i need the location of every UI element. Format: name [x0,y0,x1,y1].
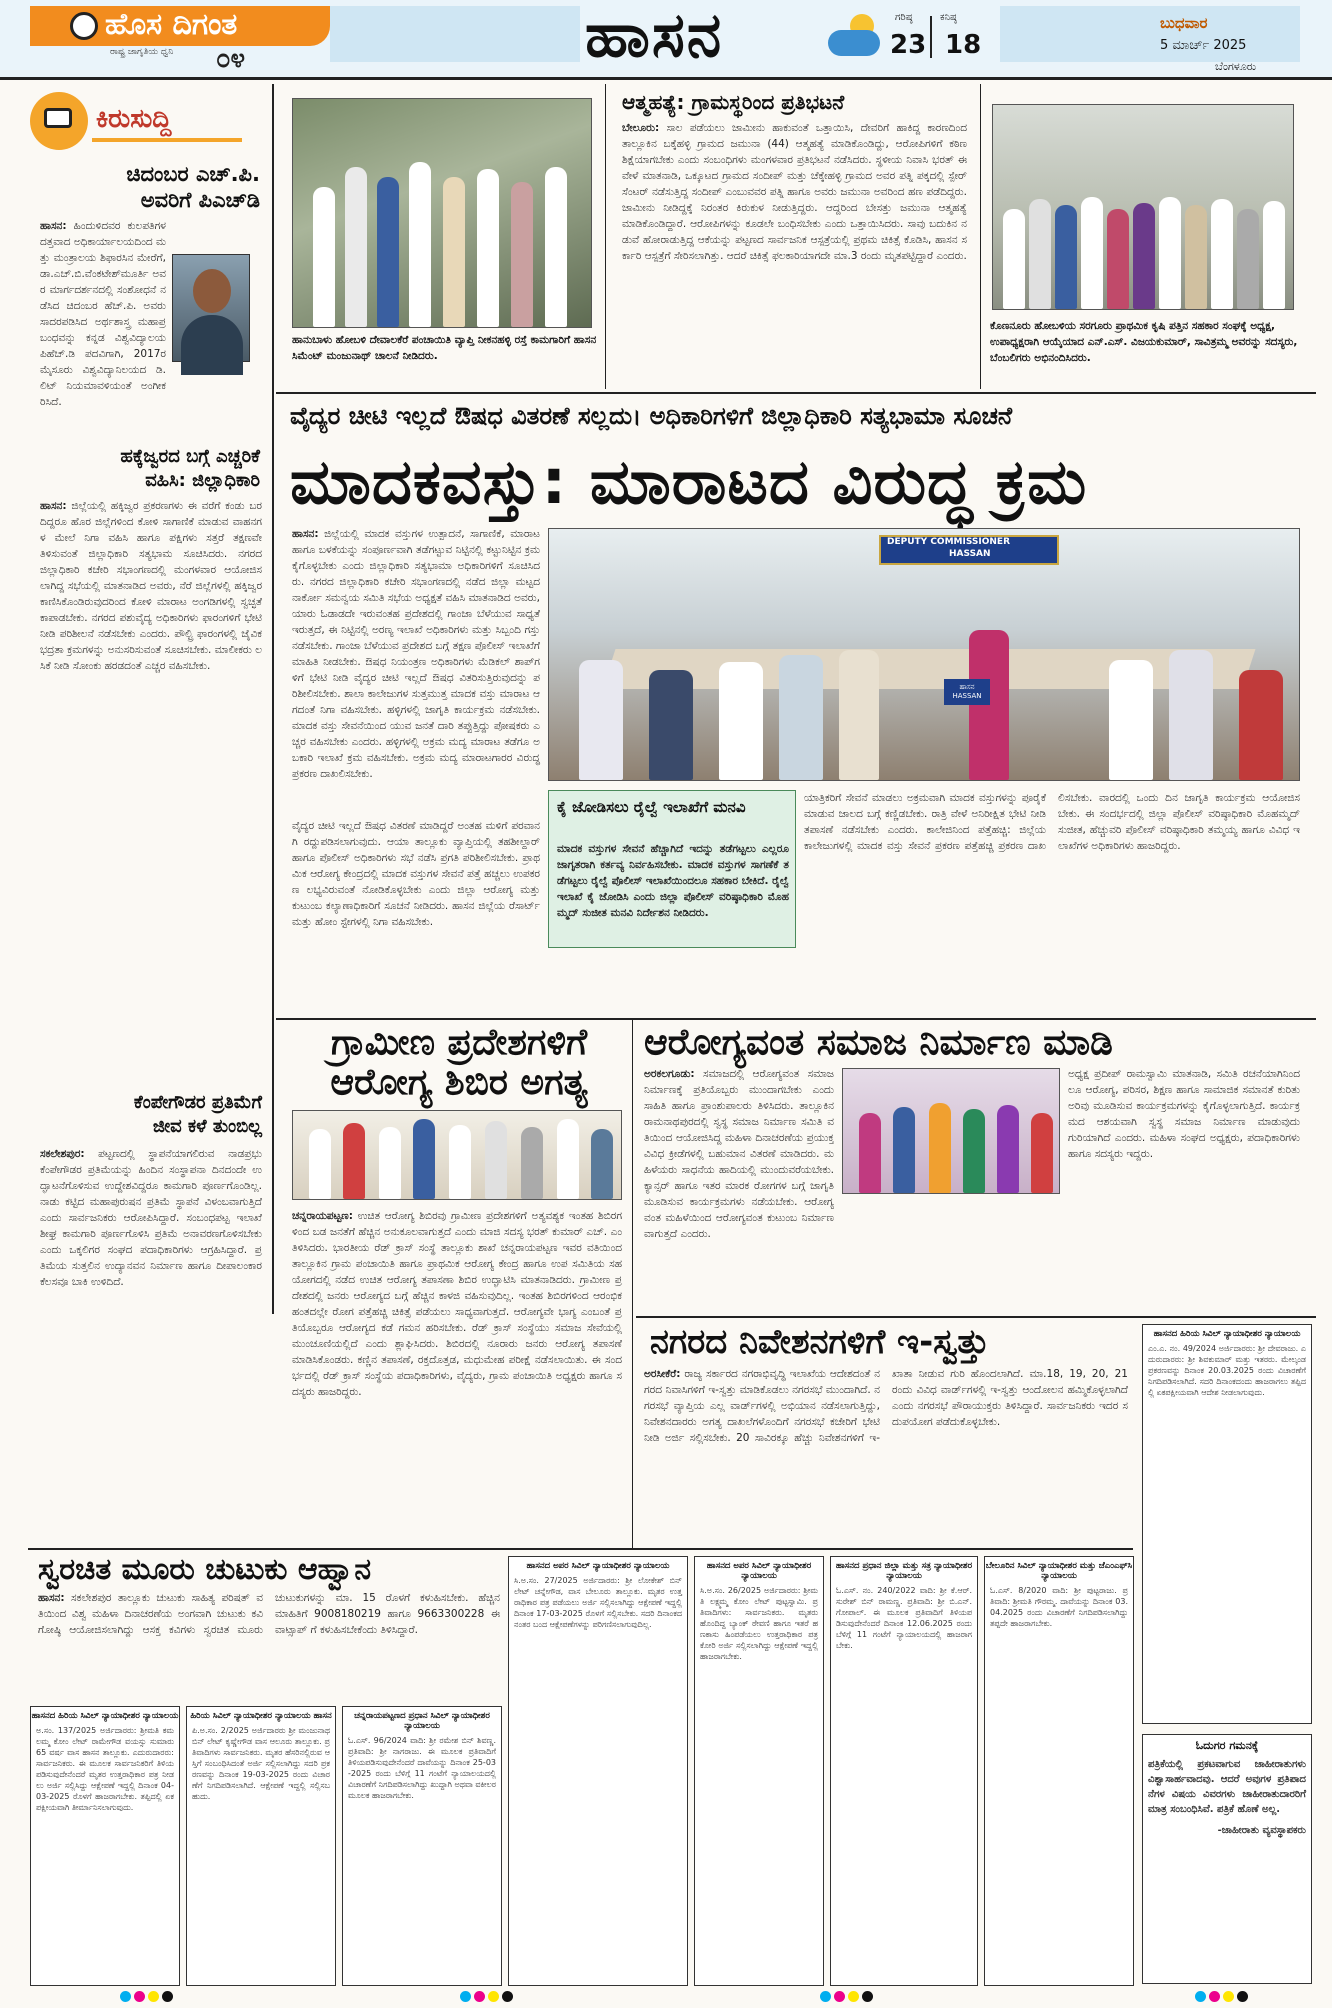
narco-meeting-photo [548,528,1300,781]
healthy-society-headline: ಆರೋಗ್ಯವಂತ ಸಮಾಜ ನಿರ್ಮಾಣ ಮಾಡಿ [644,1022,1113,1063]
health-camp-body [292,1208,622,1543]
healthy-society-body-right: ಅಧ್ಯಕ್ಷ ಪ್ರದೀಪ್ ರಾಮಸ್ವಾಮಿ ಮಾತನಾಡಿ, ಸಮಿತಿ ರಚನೆಯಾಗಿನಿಂದಲೂ ಆರೋಗ್ಯ, ಪರಿಸರ, ಶಿಕ್ಷಣ ಹಾಗೂ ಸಾಮಾಜಿಕ ಸಮಾನತೆ ಕುರಿತು ಅರಿವು ಮೂಡಿಸುವ ಕಾರ್ಯಕ್ರಮಗಳನ್ನು ಕೈಗೊಳ್ಳಲಾಗುತ್ತಿದೆ. ಕಾರ್ಯಕ್ರಮದ ಆಶಯವಾಗಿ ಸ್ವಸ್ಥ ಸಮಾಜ ನಿರ್ಮಾಣ ಮಾಡುವುದು ಗುರಿಯಾಗಿದೆ ಎಂದರು. ಮಹಿಳಾ ಸಂಘದ ಅಧ್ಯಕ್ಷರು, ಪದಾಧಿಕಾರಿಗಳು ಹಾಗೂ ಸದಸ್ಯರು ಇದ್ದರು. [1068,1068,1300,1160]
reg-dot [1237,1991,1248,2002]
protest-body-text: ಸಾಲ ಪಡೆಯಲು ಜಾಮೀನು ಹಾಕುವಂತೆ ಒತ್ತಾಯಿಸಿ, ದೇವರಿಗೆ ಹಾಕಿದ್ದ ಕಾರಣದಿಂದ ತಾಲ್ಲೂಕಿನ ಬಕ್ಕೆಹಳ್ಳಿ ಗ್ರಾಮದ ಜಮುನಾ (44) ಆತ್ಮಹತ್ಯೆ ಮಾಡಿಕೊಂಡಿದ್ದು, ಆರೋಪಿಗಳಿಗೆ ಕಠಿಣ ಶಿಕ್ಷೆಯಾಗಬೇಕು ಎಂದು ಸಂಬಂಧಿಗಳು ಮಂಗಳವಾರ ಪ್ರತಿಭಟನೆ ನಡೆಸಿದರು. ಸ್ಥಳೀಯ ನಿವಾಸಿ ಭರತ್ ಈ ವೇಳೆ ಮಾತನಾಡಿ, ಒಕ್ಕೂಟದ ಗ್ರಾಮದ ಸಂದೀಪ್ ಮತ್ತು ಚೆಕ್ಕೇಹಳ್ಳಿ ಗ್ರಾಮದ ಅವರ ಪತ್ನಿ ಪಕ್ಕದಲ್ಲಿ ಸ್ಪೇರ್ ಸೆಂಟರ್ ನಡೆಸುತ್ತಿದ್ದ ಸಂದೀಪ್ ಎಂಬುವವರ ಪತ್ನಿ ಹಾಗೂ ಅವರು ಜಮುನಾ ಅವರಿಂದ ಹಣ ಪಡೆದಿದ್ದರು. ಜಾಮೀನು ನೀಡಿದ್ದಕ್ಕೆ ನಿರಂತರ ಕಿರುಕುಳ ನೀಡುತ್ತಿದ್ದರು. ಆದ್ದರಿಂದ ಬೇಸತ್ತು ಜಮುನಾ ಆತ್ಮಹತ್ಯೆ ಮಾಡಿಕೊಂಡಿದ್ದಾರೆ. ಆರೋಪಿಗಳನ್ನು ಕೂಡಲೇ ಬಂಧಿಸಬೇಕು ಎಂದು ಒತ್ತಾಯಿಸಿದರು. ಸಾವು ಬದುಕಿನ ನಡುವೆ ಹೋರಾಡುತ್ತಿದ್ದ ಆಕೆಯನ್ನು ಪಟ್ಟಣದ ಸಾರ್ವಜನಿಕ ಆಸ್ಪತ್ರೆಯಲ್ಲಿ ಪ್ರಥಮ ಚಿಕಿತ್ಸೆ ಕೊಡಿಸಿ, ಹಾಸನ ಸರ್ಕಾರಿ ಆಸ್ಪತ್ರೆಗೆ ಸೇರಿಸಲಾಗಿತ್ತು. ಆದರೆ ಚಿಕಿತ್ಸೆ ಫಲಕಾರಿಯಾಗದೇ ಮಾ.3 ರಂದು ಮೃತಪಟ್ಟಿದ್ದಾರೆ ಎಂದರು. [622,122,967,262]
lead-headline: ಮಾದಕವಸ್ತು: ಮಾರಾಟದ ವಿರುದ್ಧ ಕ್ರಮ [290,445,1088,518]
brief1-body-cont [40,370,260,430]
womens-day-photo [842,1068,1060,1194]
paper-name: ಹೊಸ ದಿಗಂತ [105,7,238,42]
date-block-band [1000,6,1300,62]
protest-body [622,120,967,385]
railway-box-body: ಮಾದಕ ವಸ್ತುಗಳ ಸೇವನೆ ಹೆಚ್ಚಾಗಿದೆ ಇದನ್ನು ತಡೆಗಟ್ಟಲು ಎಲ್ಲರೂ ಜಾಗೃತರಾಗಿ ಕರ್ತವ್ಯ ನಿರ್ವಹಿಸಬೇಕು. ಮಾದಕ ವಸ್ತುಗಳ ಸಾಗಣೆಕೆ ತಡೆಗಟ್ಟಲು ರೈಲ್ವೆ ಪೊಲೀಸ್ ಇಲಾಖೆಯಿಂದಲೂ ಸಹಕಾರ ಬೇಕಿದೆ. ರೈಲ್ವೆ ಇಲಾಖೆ ಕೈ ಜೋಡಿಸಿ ಎಂದು ಜಿಲ್ಲಾ ಪೊಲೀಸ್ ವರಿಷ್ಠಾಧಿಕಾರಿ ಮೊಹಮ್ಮದ್ ಸುಜೀತ ಮನವಿ ನಿರ್ದೇಶನ ನೀಡಿದರು. [557,843,789,919]
reg-dot [1209,1991,1220,2002]
rule-under-top [276,392,1316,394]
court-notice-7-title: ಹಾಸನದ ಹಿರಿಯ ಸಿವಿಲ್ ನ್ಯಾಯಾಧೀಶರ ನ್ಯಾಯಾಲಯ [1153,1329,1301,1339]
brief2-headline-2: ವಹಿಸಿ: ಜಿಲ್ಲಾಧಿಕಾರಿ [145,470,260,491]
contest-body [38,1590,500,1698]
weather-max: 23 [890,30,927,60]
court-notice-5-title: ಹಾಸನದ ಅಪರ ಸಿವಿಲ್ ನ್ಯಾಯಾಧೀಶರ ನ್ಯಾಯಾಲಯ [706,1561,812,1581]
contest-headline: ಸ್ವರಚಿತ ಮೂರು ಚುಟುಕು ಆಹ್ವಾನ [38,1552,372,1587]
weather-max-label: ಗರಿಷ್ಠ [895,12,913,23]
masthead [0,0,1332,80]
brief2-body-text: ಜಿಲ್ಲೆಯಲ್ಲಿ ಹಕ್ಕಿಜ್ವರ ಪ್ರಕರಣಗಳು ಈ ವರೆಗೆ ಕಂಡು ಬರದಿದ್ದರೂ ಹೊರ ಜಿಲ್ಲೆಗಳಿಂದ ಕೋಳಿ ಸಾಗಾಣಿಕೆ ಮಾಡುವ ವಾಹನಗಳ ಮೇಲೆ ನಿಗಾ ವಹಿಸಿ ಹಾಗೂ ಪಕ್ಷಿಗಳು ಸತ್ತರೆ ತಕ್ಷಣವೇ ತಿಳಿಸುವಂತೆ ಜಿಲ್ಲಾಧಿಕಾರಿ ಸತ್ಯಭಾಮ ಸೂಚಿಸಿದರು. ನಗರದ ಜಿಲ್ಲಾಧಿಕಾರಿ ಕಚೇರಿ ಸಭಾಂಗಣದಲ್ಲಿ ಮಂಗಳವಾರ ಆಯೋಜಿಸಲಾಗಿದ್ದ ಸಭೆಯಲ್ಲಿ ಮಾತನಾಡಿದ ಅವರು, ನೆರೆ ಜಿಲ್ಲೆಗಳಲ್ಲಿ ಹಕ್ಕಿಜ್ವರ ಕಾಣಿಸಿಕೊಂಡಿರುವುದರಿಂದ ಕೋಳಿ ಮಾರಾಟ ಅಂಗಡಿಗಳಲ್ಲಿ ಸ್ವಚ್ಛತೆ ಕಾಪಾಡಬೇಕು. ನಗರದ ಪಶುವೈದ್ಯ ಅಧಿಕಾರಿಗಳು ಫಾರಂಗಳಿಗೆ ಭೇಟಿ ನೀಡಿ ಪರಿಶೀಲನೆ ನಡೆಸಬೇಕು ಎಂದರು. ಪೌಲ್ಟ್ರಿ ಫಾರಂಗಳಲ್ಲಿ ಜೈವಿಕ ಭದ್ರತಾ ಕ್ರಮಗಳನ್ನು ಅನುಸರಿಸುವಂತೆ ಸೂಚಿಸಬೇಕು. ಮಾಲೀಕರು ಲಸಿಕೆ ನೀಡಿ ಸೋಂಕು ಹರಡದಂತೆ ಎಚ್ಚರ ವಹಿಸಬೇಕು. [40,500,262,672]
health-camp-body-text: ಉಚಿತ ಆರೋಗ್ಯ ಶಿಬಿರವು ಗ್ರಾಮೀಣ ಪ್ರದೇಶಗಳಿಗೆ ಅತ್ಯವಶ್ಯಕ ಇಂತಹ ಶಿಬಿರಗಳಿಂದ ಬಡ ಜನತೆಗೆ ಹೆಚ್ಚಿನ ಅನುಕೂಲವಾಗುತ್ತದೆ ಎಂದು ಮಾಜಿ ಸದಸ್ಯ ಭರತ್ ಕುಮಾರ್ ಎಚ್. ಎಂ ತಿಳಿಸಿದರು. ಭಾರತೀಯ ರೆಡ್ ಕ್ರಾಸ್ ಸಂಸ್ಥೆ ತಾಲ್ಲೂಕು ಶಾಖೆ ಚನ್ನರಾಯಪಟ್ಟಣ ಇವರ ವತಿಯಿಂದ ತಾಲ್ಲೂಕಿನ ಗ್ರಾಮ ಪಂಚಾಯಿತಿ ಹಾಗೂ ಪ್ರಾಥಮಿಕ ಆರೋಗ್ಯ ಕೇಂದ್ರ ಹಾಗೂ ಉಪ ಸಮಿತಿಯ ಸಹಯೋಗದಲ್ಲಿ ನಡೆದ ಉಚಿತ ಆರೋಗ್ಯ ತಪಾಸಣಾ ಶಿಬಿರ ಉದ್ಘಾಟಿಸಿ ಮಾತನಾಡಿದರು. ಗ್ರಾಮೀಣ ಪ್ರದೇಶದಲ್ಲಿ ಜನರು ಆರೋಗ್ಯದ ಬಗ್ಗೆ ಹೆಚ್ಚಿನ ಕಾಳಜಿ ವಹಿಸುವುದಿಲ್ಲ. ಇಂತಹ ಶಿಬಿರಗಳಿಂದ ಆರಂಭಿಕ ಹಂತದಲ್ಲೇ ರೋಗ ಪತ್ತೆಹಚ್ಚಿ ಚಿಕಿತ್ಸೆ ಪಡೆಯಲು ಸಾಧ್ಯವಾಗುತ್ತದೆ. ಆರೋಗ್ಯವೇ ಭಾಗ್ಯ ಎಂಬಂತೆ ಪ್ರತಿಯೊಬ್ಬರೂ ಆರೋಗ್ಯದ ಕಡೆ ಗಮನ ಹರಿಸಬೇಕು. ರೆಡ್ ಕ್ರಾಸ್ ಸಂಸ್ಥೆಯು ಸಮಾಜ ಸೇವೆಯಲ್ಲಿ ಮುಂಚೂಣಿಯಲ್ಲಿದೆ ಎಂದು ಶ್ಲಾಘಿಸಿದರು. ಶಿಬಿರದಲ್ಲಿ ನೂರಾರು ಜನರು ಆರೋಗ್ಯ ತಪಾಸಣೆ ಮಾಡಿಸಿಕೊಂಡರು. ಕಣ್ಣಿನ ತಪಾಸಣೆ, ರಕ್ತದೊತ್ತಡ, ಮಧುಮೇಹ ಪರೀಕ್ಷೆ ನಡೆಸಲಾಯಿತು. ಈ ಸಂದರ್ಭದಲ್ಲಿ ರೆಡ್ ಕ್ರಾಸ್ ಸಂಸ್ಥೆಯ ಪದಾಧಿಕಾರಿಗಳು, ವೈದ್ಯರು, ಗ್ರಾಮ ಪಂಚಾಯಿತಿ ಅಧ್ಯಕ್ಷರು ಹಾಗೂ ಸದಸ್ಯರು ಹಾಜರಿದ್ದರು. [292,1210,622,1398]
health-camp-photo [292,1110,622,1200]
registration-marks-left [120,1991,173,2002]
brief3-body-text: ಪಟ್ಟಣದಲ್ಲಿ ಸ್ಥಾಪನೆಯಾಗಲಿರುವ ನಾಡಪ್ರಭು ಕೆಂಪೇಗೌಡರ ಪ್ರತಿಮೆಯನ್ನು ಹಿಂದಿನ ಸಂಸ್ಥಾಪನಾ ದಿನದಂದೇ ಉದ್ಘಾಟನೆಗೊಳಿಸುವ ಉದ್ದೇಶವಿದ್ದರೂ ಕಾಮಗಾರಿ ಪೂರ್ಣಗೊಂಡಿಲ್ಲ. ನಾಡು ಕಟ್ಟಿದ ಮಹಾಪುರುಷನ ಪ್ರತಿಮೆ ಸ್ಥಾಪನೆ ವಿಳಂಬವಾಗುತ್ತಿದೆ ಎಂದು ಸಾರ್ವಜನಿಕರು ಆರೋಪಿಸಿದ್ದಾರೆ. ಸಂಬಂಧಪಟ್ಟ ಇಲಾಖೆ ಶೀಘ್ರ ಕಾಮಗಾರಿ ಪೂರ್ಣಗೊಳಿಸಿ ಪ್ರತಿಮೆ ಅನಾವರಣಗೊಳಿಸಬೇಕು ಎಂದು ಒಕ್ಕಲಿಗರ ಸಂಘದ ಪದಾಧಿಕಾರಿಗಳು ಆಗ್ರಹಿಸಿದ್ದಾರೆ. ಪ್ರತಿಮೆಯ ಸುತ್ತಲಿನ ಉದ್ಯಾನವನ ನಿರ್ಮಾಣ ಹಾಗೂ ದೀಪಾಲಂಕಾರ ಕೆಲಸವೂ ಬಾಕಿ ಉಳಿದಿದೆ. [40,1148,263,1288]
court-notice-1 [30,1706,180,1986]
reg-dot [488,1991,499,2002]
housing-dateline: ಅರಸೀಕೆರೆ: [644,1368,681,1380]
lead-body-text: ಜಿಲ್ಲೆಯಲ್ಲಿ ಮಾದಕ ವಸ್ತುಗಳ ಉತ್ಪಾದನೆ, ಸಾಗಾಣಿಕೆ, ಮಾರಾಟ ಹಾಗೂ ಬಳಕೆಯನ್ನು ಸಂಪೂರ್ಣವಾಗಿ ತಡೆಗಟ್ಟುವ ನಿಟ್ಟಿನಲ್ಲಿ ಕಟ್ಟುನಿಟ್ಟಿನ ಕ್ರಮ ಕೈಗೊಳ್ಳಬೇಕು ಎಂದು ಜಿಲ್ಲಾಧಿಕಾರಿ ಸತ್ಯಭಾಮಾ ಅಧಿಕಾರಿಗಳಿಗೆ ಸೂಚಿಸಿದರು. ನಗರದ ಜಿಲ್ಲಾಧಿಕಾರಿ ಕಚೇರಿ ಸಭಾಂಗಣದಲ್ಲಿ ನಡೆದ ಜಿಲ್ಲಾ ಮಟ್ಟದ ನಾರ್ಕೋ ಸಮನ್ವಯ ಸಮಿತಿ ಸಭೆಯ ಅಧ್ಯಕ್ಷತೆ ವಹಿಸಿ ಮಾತನಾಡಿದ ಅವರು, ಯಾರು ಓಡಾಡದೇ ಇರುವಂತಹ ಪ್ರದೇಶದಲ್ಲಿ ಗಾಂಜಾ ಬೆಳೆಯುವ ಸಾಧ್ಯತೆ ಇರುತ್ತದೆ, ಈ ನಿಟ್ಟಿನಲ್ಲಿ ಅರಣ್ಯ ಇಲಾಖೆ ಅಧಿಕಾರಿಗಳು ಮತ್ತು ಸಿಬ್ಬಂದಿ ಗಸ್ತು ನಡೆಸಬೇಕು. ಗಾಂಜಾ ಬೆಳೆಯುವ ಪ್ರದೇಶದ ಬಗ್ಗೆ ತಕ್ಷಣ ಪೊಲೀಸ್ ಇಲಾಖೆಗೆ ಮಾಹಿತಿ ನೀಡಬೇಕು. ಔಷಧ ನಿಯಂತ್ರಣ ಅಧಿಕಾರಿಗಳು ಮೆಡಿಕಲ್ ಶಾಪ್‌ಗಳಿಗೆ ಭೇಟಿ ನೀಡಿ ವೈದ್ಯರ ಚೀಟಿ ಇಲ್ಲದೆ ಔಷಧ ವಿತರಿಸುತ್ತಿರುವುದನ್ನು ಪರಿಶೀಲಿಸಬೇಕು. ಶಾಲಾ ಕಾಲೇಜುಗಳ ಸುತ್ತಮುತ್ತ ಮಾದಕ ವಸ್ತು ಮಾರಾಟ ಆಗದಂತೆ ನಿಗಾ ವಹಿಸಬೇಕು. ಹಳ್ಳಿಗಳಲ್ಲಿ ಜಾಗೃತಿ ಕಾರ್ಯಕ್ರಮ ನಡೆಸಬೇಕು. ಮಾದಕ ವಸ್ತು ಸೇವನೆಯಿಂದ ಯುವ ಜನತೆ ದಾರಿ ತಪ್ಪುತ್ತಿದ್ದು ಪೋಷಕರು ಎಚ್ಚರ ವಹಿಸಬೇಕು ಎಂದರು. ಹಳ್ಳಿಗಳಲ್ಲಿ ಅಕ್ರಮ ಮದ್ಯ ಮಾರಾಟ ತಡೆಗೂ ಅಬಕಾರಿ ಇಲಾಖೆ ಕ್ರಮ ವಹಿಸಬೇಕು. ಅಕ್ರಮ ಮದ್ಯ ಮಾರಾಟಗಾರರ ವಿರುದ್ಧ ಪ್ರಕರಣ ದಾಖಲಿಸಬೇಕು. [292,528,540,780]
column-rule-top-b [980,84,981,389]
lead-dateline: ಹಾಸನ: [292,528,319,540]
masthead-blue-band [330,6,580,62]
reg-dot [474,1991,485,2002]
court-notice-4 [508,1556,688,1986]
brief2-dateline: ಹಾಸನ: [40,500,67,512]
brief3-dateline: ಸಕಲೇಶಪುರ: [40,1148,85,1160]
brief3-headline-2: ಜೀವ ಕಳೆ ತುಂಬಿಲ್ಲ [152,1116,262,1137]
health-camp-dateline: ಚನ್ನರಾಯಪಟ್ಟಣ: [292,1210,353,1222]
court-notice-2-title: ಹಿರಿಯ ಸಿವಿಲ್ ನ್ಯಾಯಾಧೀಶರ ನ್ಯಾಯಾಲಯ ಹಾಸನ [190,1711,332,1721]
protest-headline: ಆತ್ಮಹತ್ಯೆ: ಗ್ರಾಮಸ್ಥರಿಂದ ಪ್ರತಿಭಟನೆ [622,90,845,114]
reg-dot [120,1991,131,2002]
court-notice-7-text: ಎಂ.ಎ. ನಂ. 49/2024 ಅರ್ಜಿದಾರರು: ಶ್ರೀ ದೇವರಾಜು. ಎದುರುದಾರರು: ಶ್ರೀ ಶಿವಕುಮಾರ್ ಮತ್ತು ಇತರರು. ಮೇಲ್ಕಂಡ ಪ್ರಕರಣವನ್ನು ದಿನಾಂಕ 20.03.2025 ರಂದು ವಿಚಾರಣೆಗೆ ನಿಗದಿಪಡಿಸಲಾಗಿದೆ. ಸದರಿ ದಿನಾಂಕದಂದು ಹಾಜರಾಗಲು ತಪ್ಪಿದಲ್ಲಿ ಏಕಪಕ್ಷೀಯವಾಗಿ ಆದೇಶ ನೀಡಲಾಗುವುದು. [1148,1344,1306,1397]
reg-dot [848,1991,859,2002]
weather-cloud-icon [828,14,888,58]
reg-dot [834,1991,845,2002]
railway-appeal-box [548,790,796,948]
road-work-photo [292,98,592,328]
briefs-logo-text: ಕಿರುಸುದ್ದಿ [96,104,172,134]
column-rule-mid [632,1020,633,1548]
court-notice-1-title: ಹಾಸನದ ಹಿರಿಯ ಸಿವಿಲ್ ನ್ಯಾಯಾಧೀಶರ ನ್ಯಾಯಾಲಯ [31,1711,179,1721]
cooperative-felicitation-photo [992,104,1294,310]
court-notice-8-title: ಬೇಲೂರಿನ ಸಿವಿಲ್ ನ್ಯಾಯಾಧೀಶರ ಮತ್ತು ಜೆಎಂಎಫ್‌ಸಿ ನ್ಯಾಯಾಲಯ [985,1561,1133,1581]
court-notice-4-title: ಹಾಸನದ ಅಪರ ಸಿವಿಲ್ ನ್ಯಾಯಾಧೀಶರ ನ್ಯಾಯಾಲಯ [526,1561,670,1571]
reader-notice [1142,1734,1312,1984]
brief1-body-text: ಹಿಂದುಳಿದವರ ಕುಲಪತಿಗಳ ದತ್ತವಾದ ಅಧಿಕಾರ್ಯಾಲಯದಿಂದ ಮತ್ತು ಮಂತ್ರಾಲಯ ಶಿಫಾರಸಿನ ಮೇರೆಗೆ, ಡಾ.ಎಚ್.ಬಿ.ವೆಂಕಟೇಶ್‌ಮೂರ್ತಿ ಅವರ ಮಾರ್ಗದರ್ಶನದಲ್ಲಿ ಸಂಶೋಧನೆ ನಡೆಸಿದ ಚಿದಂಬರ ಹೆಚ್.ಪಿ. ಅವರು ಸಾದರಪಡಿಸಿದ ಅರ್ಥಶಾಸ್ತ್ರ ಮಹಾಪ್ರಬಂಧವನ್ನು ಕನ್ನಡ ವಿಶ್ವವಿದ್ಯಾಲಯ ಪಿಹೆಚ್.ಡಿ ಪದವಿಗಾಗಿ, 2017ರ ಮೈಸೂರು ವಿಶ್ವವಿದ್ಯಾನಿಲಯದ ಡಿ.ಲಿಟ್ ನಿಯಮಾವಳಿಯಂತೆ ಅಂಗೀಕರಿಸಿದೆ. [40,220,166,408]
issue-date: 5 ಮಾರ್ಚ್ 2025 [1160,38,1247,53]
lead-kicker: ವೈದ್ಯರ ಚೀಟಿ ಇಲ್ಲದೆ ಔಷಧ ವಿತರಣೆ ಸಲ್ಲದು। ಅಧಿಕಾರಿಗಳಿಗೆ ಜಿಲ್ಲಾಧಿಕಾರಿ ಸತ್ಯಭಾಮಾ ಸೂಚನೆ [290,402,1013,430]
court-notice-2-text: ಪಿ.ಅ.ಸಂ. 2/2025 ಅರ್ಜಿದಾರರು ಶ್ರೀ ಮಂಜುನಾಥ ಬಿನ್ ಲೇಟ್ ಕೃಷ್ಣೇಗೌಡ ವಾಸ ಆಲೂರು ತಾಲ್ಲೂಕು. ಪ್ರತಿವಾದಿಗಳು ಸಾರ್ವಜನಿಕರು. ಮೃತರ ಹೆಸರಿನಲ್ಲಿರುವ ಆಸ್ತಿಗೆ ಸಂಬಂಧಿಸಿದಂತೆ ಅರ್ಜಿ ಸಲ್ಲಿಸಲಾಗಿದ್ದು ಸದರಿ ಪ್ರಕರಣವನ್ನು ದಿನಾಂಕ 19-03-2025 ರಂದು ವಿಚಾರಣೆಗೆ ನಿಗದಿಪಡಿಸಲಾಗಿದೆ. ಆಕ್ಷೇಪಣೆ ಇದ್ದಲ್ಲಿ ಸಲ್ಲಿಸಬಹುದು. [192,1726,330,1801]
housing-body-text: ರಾಜ್ಯ ಸರ್ಕಾರದ ನಗರಾಭಿವೃದ್ಧಿ ಇಲಾಖೆಯ ಆದೇಶದಂತೆ ನಗರದ ನಿವಾಸಿಗಳಿಗೆ ಇ-ಸ್ವತ್ತು ಮಾಡಿಕೊಡಲು ನಗರಸಭೆ ಮುಂದಾಗಿದೆ. ನಗರಸಭೆ ವ್ಯಾಪ್ತಿಯ ಎಲ್ಲ ವಾರ್ಡ್‌ಗಳಲ್ಲಿ ಅಭಿಯಾನ ನಡೆಸಲಾಗುತ್ತಿದ್ದು, ನಿವೇಶನದಾರರು ಅಗತ್ಯ ದಾಖಲೆಗಳೊಂದಿಗೆ ನಗರಸಭೆ ಕಚೇರಿಗೆ ಭೇಟಿ ನೀಡಿ ಅರ್ಜಿ ಸಲ್ಲಿಸಬೇಕು. 20 ಸಾವಿರಕ್ಕೂ ಹೆಚ್ಚು ನಿವೇಶನಗಳಿಗೆ ಇ-ಖಾತಾ ನೀಡುವ ಗುರಿ ಹೊಂದಲಾಗಿದೆ. ಮಾ.18, 19, 20, 21 ರಂದು ವಿವಿಧ ವಾರ್ಡ್‌ಗಳಲ್ಲಿ ಇ-ಸ್ವತ್ತು ಆಂದೋಲನ ಹಮ್ಮಿಕೊಳ್ಳಲಾಗಿದೆ ಎಂದು ನಗರಸಭೆ ಪೌರಾಯುಕ್ತರು ತಿಳಿಸಿದ್ದಾರೆ. ಸಾರ್ವಜನಿಕರು ಇದರ ಸದುಪಯೋಗ ಪಡೆದುಕೊಳ್ಳಬೇಕು. [644,1368,1128,1444]
reg-dot [862,1991,873,2002]
court-notice-4-text: ಸಿ.ಅ.ಸಂ. 27/2025 ಅರ್ಜಿದಾರರು: ಶ್ರೀ ಲೋಕೇಶ್ ಬಿನ್ ಲೇಟ್ ಚನ್ನೇಗೌಡ, ವಾಸ ಬೇಲೂರು ತಾಲ್ಲೂಕು. ಮೃತರ ಉತ್ತರಾಧಿಕಾರ ಪತ್ರ ಪಡೆಯಲು ಅರ್ಜಿ ಸಲ್ಲಿಸಲಾಗಿದ್ದು ಆಕ್ಷೇಪಣೆ ಇದ್ದಲ್ಲಿ ದಿನಾಂಕ 17-03-2025 ರೊಳಗೆ ಸಲ್ಲಿಸಬೇಕು. ಸದರಿ ದಿನಾಂಕದ ನಂತರ ಬಂದ ಆಕ್ಷೇಪಣೆಗಳನ್ನು ಪರಿಗಣಿಸಲಾಗುವುದಿಲ್ಲ. [514,1576,682,1629]
court-notice-3-text: ಓ.ಎಸ್. 96/2024 ವಾದಿ: ಶ್ರೀ ರಮೇಶ ಬಿನ್ ಶಿವಣ್ಣ. ಪ್ರತಿವಾದಿ: ಶ್ರೀ ನಾಗರಾಜು. ಈ ಮೂಲಕ ಪ್ರತಿವಾದಿಗೆ ತಿಳಿಯಪಡಿಸುವುದೇನೆಂದರೆ ದಾವೆಯನ್ನು ದಿನಾಂಕ 25-03-2025 ರಂದು ಬೆಳಿಗ್ಗೆ 11 ಗಂಟೆಗೆ ನ್ಯಾಯಾಲಯದಲ್ಲಿ ವಿಚಾರಣೆಗೆ ನಿಗದಿಪಡಿಸಲಾಗಿದ್ದು ಖುದ್ದಾಗಿ ಅಥವಾ ವಕೀಲರ ಮೂಲಕ ಹಾಜರಾಗಬೇಕು. [348,1736,496,1800]
court-notice-8-text: ಓ.ಎಸ್. 8/2020 ವಾದಿ: ಶ್ರೀ ಪುಟ್ಟರಾಜು. ಪ್ರತಿವಾದಿ: ಶ್ರೀಮತಿ ಗೌರಮ್ಮ. ದಾವೆಯನ್ನು ದಿನಾಂಕ 03.04.2025 ರಂದು ವಿಚಾರಣೆಗೆ ನಿಗದಿಪಡಿಸಲಾಗಿದ್ದು ತಪ್ಪದೇ ಹಾಜರಾಗಬೇಕು. [990,1586,1128,1628]
paper-logo-emblem [70,12,98,40]
reader-notice-text: ಪತ್ರಿಕೆಯಲ್ಲಿ ಪ್ರಕಟವಾಗುವ ಜಾಹೀರಾತುಗಳು ವಿಶ್ವಾಸಾರ್ಹವಾದವು. ಆದರೆ ಅವುಗಳ ಪ್ರತಿಪಾದನೆಗಳ ವಿಷಯ ವಿವರಗಳು ಜಾಹೀರಾತುದಾರರಿಗೆ ಮಾತ್ರ ಸಂಬಂಧಿಸಿವೆ. ಪತ್ರಿಕೆ ಹೊಣೆ ಅಲ್ಲ. [1148,1759,1306,1815]
brief3-body [40,1146,262,1306]
court-notice-2 [186,1706,336,1986]
reg-dot [820,1991,831,2002]
brief1-portrait [172,254,250,362]
reg-dot [162,1991,173,2002]
brief1-dateline: ಹಾಸನ: [40,220,67,232]
contest-body-text: ಸಕಲೇಶಪುರ ತಾಲ್ಲೂಕು ಚುಟುಕು ಸಾಹಿತ್ಯ ಪರಿಷತ್ ವತಿಯಿಂದ ವಿಶ್ವ ಮಹಿಳಾ ದಿನಾಚರಣೆಯ ಅಂಗವಾಗಿ ಚುಟುಕು ಕವಿ ಗೋಷ್ಠಿ ಆಯೋಜಿಸಲಾಗಿದ್ದು ಆಸಕ್ತ ಕವಿಗಳು ಸ್ವರಚಿತ ಮೂರು ಚುಟುಕುಗಳನ್ನು ಮಾ. 15 ರೊಳಗೆ ಕಳುಹಿಸಬೇಕು. ಹೆಚ್ಚಿನ ಮಾಹಿತಿಗೆ 9008180219 ಹಾಗೂ 9663300228 ಈ ವಾಟ್ಸಾಪ್ ಗೆ ಕಳುಹಿಸಬೇಕೆಂದು ತಿಳಿಸಿದ್ದಾರೆ. [38,1592,500,1636]
rule-under-health [28,1548,1133,1550]
cooperative-caption: ಕೊಣನೂರು ಹೋಬಳಿಯ ಸರಗೂರು ಪ್ರಾಥಮಿಕ ಕೃಷಿ ಪತ್ತಿನ ಸಹಕಾರ ಸಂಘಕ್ಕೆ ಅಧ್ಯಕ್ಷ, ಉಪಾಧ್ಯಕ್ಷರಾಗಿ ಆಯ್ಕೆಯಾದ ಎನ್.ಎಸ್. ವಿಜಯಕುಮಾರ್, ಸಾವಿತ್ರಮ್ಮ ಅವರನ್ನು ಸದಸ್ಯರು, ಬೆಂಬಲಿಗರು ಅಭಿನಂದಿಸಿದರು. [990,320,1298,364]
railway-box-headline: ಕೈ ಜೋಡಿಸಲು ರೈಲ್ವೆ ಇಲಾಖೆಗೆ ಮನವಿ [557,798,746,816]
weather-min-label: ಕನಿಷ್ಠ [940,12,957,23]
healthy-society-body-text: ಸಮಾಜದಲ್ಲಿ ಆರೋಗ್ಯವಂತ ಸಮಾಜ ನಿರ್ಮಾಣಕ್ಕೆ ಪ್ರತಿಯೊಬ್ಬರು ಮುಂದಾಗಬೇಕು ಎಂದು ಸಾಹಿತಿ ಹಾಗೂ ಪ್ರಾಂಶುಪಾಲರು ತಿಳಿಸಿದರು. ತಾಲ್ಲೂಕಿನ ರಾಮನಾಥಪುರದಲ್ಲಿ ಸ್ವಸ್ಥ ಸಮಾಜ ನಿರ್ಮಾಣ ಸಮಿತಿ ವತಿಯಿಂದ ಆಯೋಜಿಸಿದ್ದ ಮಹಿಳಾ ದಿನಾಚರಣೆಯ ಪ್ರಯುಕ್ತ ವಿವಿಧ ಕ್ರೀಡೆಗಳಲ್ಲಿ ಬಹುಮಾನ ವಿತರಣೆ ಮಾಡಿದರು. ಮಹಿಳೆಯರು ಸಾಧನೆಯ ಹಾದಿಯಲ್ಲಿ ಮುಂದುವರೆಯಬೇಕು. ಕ್ಯಾನ್ಸರ್ ಹಾಗೂ ಇತರ ಮಾರಕ ರೋಗಗಳ ಬಗ್ಗೆ ಜಾಗೃತಿ ಮೂಡಿಸುವ ಕಾರ್ಯಕ್ರಮಗಳು ನಡೆಯಬೇಕು. ಆರೋಗ್ಯವಂತ ಮಹಿಳೆಯಿಂದ ಆರೋಗ್ಯವಂತ ಕುಟುಂಬ ನಿರ್ಮಾಣವಾಗುತ್ತದೆ ಎಂದರು. [644,1068,834,1240]
brief1-headline-1: ಚಿದಂಬರ ಎಚ್.ಪಿ. [126,162,260,186]
reader-notice-sign: -ಜಾಹೀರಾತು ವ್ಯವಸ್ಥಾಪಕರು [1217,1825,1306,1836]
court-notice-5-text: ಸಿ.ಅ.ಸಂ. 26/2025 ಅರ್ಜಿದಾರರು: ಶ್ರೀಮತಿ ಲಕ್ಷ್ಮಮ್ಮ ಕೋಂ ಲೇಟ್ ಪುಟ್ಟಸ್ವಾಮಿ. ಪ್ರತಿವಾದಿಗಳು: ಸಾರ್ವಜನಿಕರು. ಮೃತರು ಹೊಂದಿದ್ದ ಬ್ಯಾಂಕ್ ಠೇವಣಿ ಹಾಗೂ ಇತರೆ ಹಣಕಾಸು ಹಿಂಪಡೆಯಲು ಉತ್ತರಾಧಿಕಾರ ಪತ್ರ ಕೋರಿ ಅರ್ಜಿ ಸಲ್ಲಿಸಲಾಗಿದ್ದು ಆಕ್ಷೇಪಣೆ ಇದ್ದಲ್ಲಿ ಹಾಜರಾಗಬೇಕು. [700,1586,818,1661]
health-camp-headline-1: ಗ್ರಾಮೀಣ ಪ್ರದೇಶಗಳಿಗೆ [330,1022,588,1063]
rule-under-society [636,1316,1316,1318]
rule-under-lead [276,1018,1316,1020]
reg-dot [1195,1991,1206,2002]
road-work-caption: ಹಾನುಬಾಳು ಹೋಬಳಿ ದೇವಾಲಕೆರೆ ಪಂಚಾಯಿತಿ ವ್ಯಾಪ್ತಿ ನೀಕನಹಳ್ಳಿ ರಸ್ತೆ ಕಾಮಗಾರಿಗೆ ಹಾಸನ ಸಿಮೆಂಟ್ ಮಂಜುನಾಥ್ ಚಾಲನೆ ನೀಡಿದರು. [292,334,597,362]
section-title: ಹಾಸನ [585,0,724,71]
nameplate-title: DEPUTY COMMISSIONER [887,537,1010,547]
registration-marks-mid [820,1991,873,2002]
lead-body-col3: ಯಾತ್ರಿಕರಿಗೆ ಸೇವನೆ ಮಾಡಲು ಅಕ್ರಮವಾಗಿ ಮಾದಕ ವಸ್ತುಗಳನ್ನು ಪೂರೈಕೆ ಮಾಡುವ ಜಾಲದ ಬಗ್ಗೆ ಕಣ್ಣಿಡಬೇಕು. ರಾತ್ರಿ ವೇಳೆ ಅನಿರೀಕ್ಷಿತ ಭೇಟಿ ನೀಡಿ ತಪಾಸಣೆ ನಡೆಸಬೇಕು ಎಂದರು. ಕಾಲೇಜಿನಿಂದ ಪತ್ತೆಹಚ್ಚಿ: ಜಿಲ್ಲೆಯ ಕಾಲೇಜುಗಳಲ್ಲಿ ಮಾದಕ ವಸ್ತು ಸೇವನೆ ಪ್ರಕರಣ ಪತ್ತೆಹಚ್ಚಿ ಪ್ರಕರಣ ದಾಖಲಿಸಬೇಕು. ವಾರದಲ್ಲಿ ಒಂದು ದಿನ ಜಾಗೃತಿ ಕಾರ್ಯಕ್ರಮ ಆಯೋಜಿಸಬೇಕು. ಈ ಸಂದರ್ಭದಲ್ಲಿ ಜಿಲ್ಲಾ ಪೊಲೀಸ್ ವರಿಷ್ಠಾಧಿಕಾರಿ ಮೊಹಮ್ಮದ್ ಸುಜೀತ, ಹೆಚ್ಚುವರಿ ಪೊಲೀಸ್ ವರಿಷ್ಠಾಧಿಕಾರಿ ತಮ್ಮಯ್ಯ ಹಾಗೂ ವಿವಿಧ ಇಲಾಖೆಗಳ ಅಧಿಕಾರಿಗಳು ಹಾಜರಿದ್ದರು. [804,792,1300,852]
healthy-society-body [644,1066,834,1312]
registration-marks-right [1195,1991,1248,2002]
housing-headline: ನಗರದ ನಿವೇಶನಗಳಿಗೆ ಇ-ಸ್ವತ್ತು [650,1322,990,1362]
lead-body-col2: ವೈದ್ಯರ ಚೀಟಿ ಇಲ್ಲದೆ ಔಷಧ ವಿತರಣೆ ಮಾಡಿದ್ದರೆ ಅಂತಹ ಮಳಿಗೆ ಪರವಾನಗಿ ರದ್ದುಪಡಿಸಲಾಗುವುದು. ಆಯಾ ತಾಲ್ಲೂಕು ವ್ಯಾಪ್ತಿಯಲ್ಲಿ ತಹಶೀಲ್ದಾರ್ ಹಾಗೂ ಪೊಲೀಸ್ ಅಧಿಕಾರಿಗಳು ಸಭೆ ನಡೆಸಿ ಪ್ರಗತಿ ಪರಿಶೀಲಿಸಬೇಕು. ಪ್ರಾಥಮಿಕ ಆರೋಗ್ಯ ಕೇಂದ್ರದಲ್ಲಿ ಮಾದಕ ವಸ್ತುಗಳ ಸೇವನೆ ಪತ್ತೆ ಹಚ್ಚಲು ಉಪಕರಣ ಲಭ್ಯವಿರುವಂತೆ ನೋಡಿಕೊಳ್ಳಬೇಕು ಎಂದು ಜಿಲ್ಲಾ ಆರೋಗ್ಯ ಮತ್ತು ಕುಟುಂಬ ಕಲ್ಯಾಣಾಧಿಕಾರಿಗೆ ಸೂಚನೆ ನೀಡಿದರು. ಹಾಸನ ಜಿಲ್ಲೆಯ ರೆಸಾರ್ಟ್ ಮತ್ತು ಹೋಂ ಸ್ಟೇಗಳಲ್ಲಿ ನಿಗಾ ವಹಿಸಬೇಕು. [292,820,540,928]
court-notice-5 [694,1556,824,1986]
health-camp-headline-2: ಆರೋಗ್ಯ ಶಿಬಿರ ಅಗತ್ಯ [330,1062,588,1103]
contest-dateline: ಹಾಸನ: [38,1592,65,1604]
reader-notice-head: ಓದುಗರ ಗಮನಕ್ಕೆ [1195,1739,1259,1752]
protest-dateline: ಬೇಲೂರು: [622,122,660,134]
court-notice-7 [1142,1324,1312,1724]
court-notice-8 [984,1556,1134,1986]
brief1-headline-2: ಅವರಿಗೆ ಪಿಎಚ್‌ಡಿ [140,188,260,212]
table-plate: ಹಾಸನ HASSAN [952,683,982,700]
weekday: ಬುಧವಾರ [1160,14,1208,32]
court-notice-6 [830,1556,978,1986]
page-number: ೦೪ [216,44,246,74]
registration-marks-center [460,1991,513,2002]
reg-dot [1223,1991,1234,2002]
court-notice-3-title: ಚನ್ನರಾಯಪಟ್ಟಣದ ಪ್ರಧಾನ ಸಿವಿಲ್ ನ್ಯಾಯಾಧೀಶರ ನ್ಯಾಯಾಲಯ [354,1711,490,1731]
reg-dot [460,1991,471,2002]
reg-dot [148,1991,159,2002]
housing-body [644,1366,1128,1538]
court-notice-3 [342,1706,502,1986]
court-notice-6-text: ಓ.ಎಸ್. ನಂ. 240/2022 ವಾದಿ: ಶ್ರೀ ಕೆ.ಆರ್. ಸುರೇಶ್ ಬಿನ್ ರಾಮಣ್ಣ. ಪ್ರತಿವಾದಿ: ಶ್ರೀ ಬಿ.ಎನ್. ಗೋಪಾಲ್. ಈ ಮೂಲಕ ಪ್ರತಿವಾದಿಗೆ ತಿಳಿಯಪಡಿಸುವುದೇನೆಂದರೆ ದಿನಾಂಕ 12.06.2025 ರಂದು ಬೆಳಿಗ್ಗೆ 11 ಗಂಟೆಗೆ ನ್ಯಾಯಾಲಯದಲ್ಲಿ ಹಾಜರಾಗಬೇಕು. [836,1586,972,1650]
briefs-logo [30,92,250,150]
edition-city: ಬೆಂಗಳೂರು [1215,60,1257,73]
brief1-body [40,218,166,408]
column-rule-top-a [605,84,606,389]
brief2-headline-1: ಹಕ್ಕೆಜ್ವರದ ಬಗ್ಗೆ ಎಚ್ಚರಿಕೆ [120,446,260,467]
brief2-body [40,498,262,1098]
reg-dot [134,1991,145,2002]
court-notice-6-title: ಹಾಸನದ ಪ್ರಧಾನ ಜಿಲ್ಲಾ ಮತ್ತು ಸತ್ರ ನ್ಯಾಯಾಧೀಶರ ನ್ಯಾಯಾಲಯ [835,1561,973,1581]
weather-divider [930,16,932,58]
nameplate-subtitle: HASSAN [949,549,991,559]
reg-dot [502,1991,513,2002]
paper-tagline: ರಾಷ್ಟ್ರ ಜಾಗೃತಿಯ ಧ್ವನಿ [110,47,174,57]
weather-min: 18 [945,30,982,60]
brief3-headline-1: ಕೆಂಪೇಗೌಡರ ಪ್ರತಿಮೆಗೆ [133,1092,262,1113]
court-notice-1-text: ಅ.ಸಂ. 137/2025 ಅರ್ಜಿದಾರರು: ಶ್ರೀಮತಿ ಕಮಲಮ್ಮ ಕೋಂ ಲೇಟ್ ರಾಮೇಗೌಡ ವಯಸ್ಸು ಸುಮಾರು 65 ವರ್ಷ ವಾಸ ಹಾಸನ ತಾಲ್ಲೂಕು. ಎದುರುದಾರರು: ಸಾರ್ವಜನಿಕರು. ಈ ಮೂಲಕ ಸಾರ್ವಜನಿಕರಿಗೆ ತಿಳಿಯಪಡಿಸುವುದೇನೆಂದರೆ ಮೃತರ ಉತ್ತರಾಧಿಕಾರ ಪತ್ರ ನೀಡಲು ಅರ್ಜಿ ಸಲ್ಲಿಸಿದ್ದು ಆಕ್ಷೇಪಣೆ ಇದ್ದಲ್ಲಿ ದಿನಾಂಕ 04-03-2025 ರೊಳಗೆ ಹಾಜರಾಗಬೇಕು. ತಪ್ಪಿದಲ್ಲಿ ಏಕಪಕ್ಷೀಯವಾಗಿ ತೀರ್ಮಾನಿಸಲಾಗುವುದು. [36,1726,174,1812]
column-rule-left [272,84,274,1314]
healthy-society-dateline: ಅರಕಲಗೂಡು: [644,1068,695,1080]
